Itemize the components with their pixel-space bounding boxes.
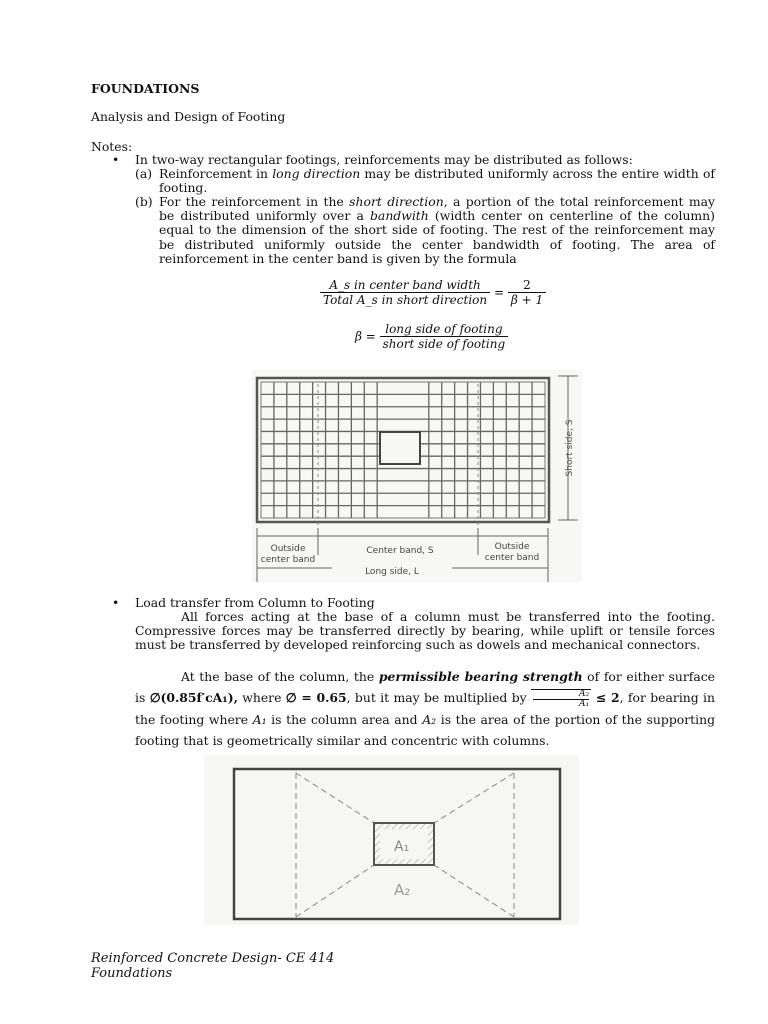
item-a-label: (a) [135,166,153,181]
outside-left-label-1: Outside [270,544,306,554]
page-heading: FOUNDATIONS [91,81,200,96]
a1-label: A₁ [394,839,410,855]
long-side-label: Long side, L [365,567,419,577]
notes-label: Notes: [91,139,133,154]
outside-left-label-2: center band [260,555,316,565]
footer-course: Reinforced Concrete Design- CE 414 [91,951,335,966]
bullet2-paragraph-2: At the base of the column, the permissible bearing strength of for either surface is ∅(0.85f′cA₁), where ∅ = 0.65, but it may be multiplied by $\frac{\text{A₂}}{\text{A₁}}$ ≤ 2, for bearing in the footing where A₁ is the column area and A₂ is the area of the portion of the supporting footing that is geometrically similar and concentric with columns. [135,669,715,748]
outside-right-label-1: Outside [494,542,530,552]
formula-center-band: $\frac{\text{A\_s in center band width}}{\text{Total A\_s in short direction}}$ = $\frac{2}{\beta + 1}$ [320,278,546,307]
section-title: Analysis and Design of Footing [91,109,286,124]
sqrt-ratio: $\frac{\text{A₂}}{\text{A₁}}$ [531,689,591,709]
bullet2-title: Load transfer from Column to Footing [135,595,375,610]
footer-topic: Foundations [91,966,173,981]
short-side-label: Short side, S [565,419,575,477]
footer [91,951,334,981]
outside-right-label-2: center band [484,553,540,563]
bullet2-paragraph-1: All forces acting at the base of a column must be transferred into the footing. Compressive forces may be transferred directly by bearing, while uplift or tensile forces must be transferred by developed reinforcing such as dowels and mechanical connectors. [135,609,715,653]
bullet1-text: In two-way rectangular footings, reinforcements may be distributed as follows: [135,152,633,167]
item-b-text: For the reinforcement in the short direction, a portion of the total reinforcement may be distributed uniformly over a bandwith (width center on centerline of the column) equal to the dimension of the short side of footing. The rest of the reinforcement may be distributed uniformly outside the center bandwidth of footing. The area of reinforcement in the center band is given by the formula [159,194,715,266]
formula-beta: β = $\frac{\text{long side of footing}}{\text{short side of footing}}$ [355,322,508,351]
column-outline [380,432,420,464]
item-b-label: (b) [135,194,153,209]
center-band-label: Center band, S [366,546,434,556]
item-a-text: Reinforcement in long direction may be distributed uniformly across the entire width of footing. [159,166,715,196]
bullet-dot: • [112,152,120,167]
bearing-area-figure [204,755,579,925]
bullet-dot-2: • [112,595,120,610]
a2-label: A₂ [394,881,411,899]
footing-reinforcement-figure [252,370,582,582]
